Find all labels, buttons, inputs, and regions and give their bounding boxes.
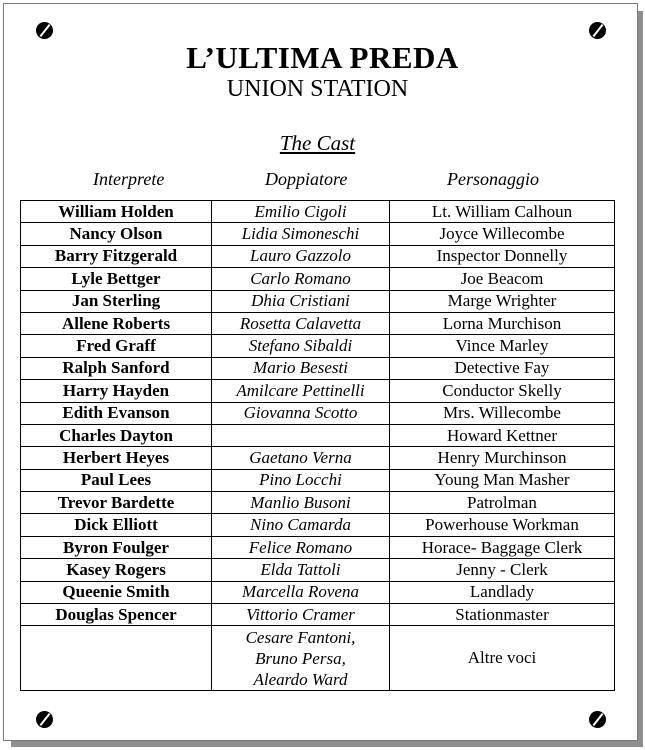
table-row-other-voices xyxy=(21,626,615,691)
table-row xyxy=(21,559,615,581)
dubber-name: Manlio Busoni xyxy=(212,492,390,514)
actor-name: Nancy Olson xyxy=(21,223,212,245)
actor-name: Barry Fitzgerald xyxy=(21,245,212,267)
dubber-name: Mario Besesti xyxy=(212,357,390,379)
column-header-actor: Interprete xyxy=(93,169,165,189)
actor-name xyxy=(21,626,212,691)
dubber-name: Amilcare Pettinelli xyxy=(212,380,390,402)
screw-bottom-left-icon xyxy=(36,711,53,728)
column-header-dubber: Doppiatore xyxy=(265,169,348,189)
dubber-name: Gaetano Verna xyxy=(212,447,390,469)
dubber-name: Marcella Rovena xyxy=(212,581,390,603)
table-row xyxy=(21,312,615,334)
screw-top-right-icon xyxy=(589,22,606,39)
character-name: Lt. William Calhoun xyxy=(390,201,615,223)
character-name: Mrs. Willecombe xyxy=(390,402,615,424)
table-row xyxy=(21,380,615,402)
actor-name: Queenie Smith xyxy=(21,581,212,603)
character-name: Lorna Murchison xyxy=(390,312,615,334)
actor-name: Dick Elliott xyxy=(21,514,212,536)
table-row xyxy=(21,268,615,290)
character-name: Altre voci xyxy=(390,626,615,691)
table-row xyxy=(21,514,615,536)
actor-name: Ralph Sanford xyxy=(21,357,212,379)
dubber-name: Rosetta Calavetta xyxy=(212,312,390,334)
table-row xyxy=(21,357,615,379)
dubber-name-line: Cesare Fantoni, xyxy=(245,627,356,647)
dubber-name: Carlo Romano xyxy=(212,268,390,290)
table-row xyxy=(21,290,615,312)
dubber-name: Lauro Gazzolo xyxy=(212,245,390,267)
character-name: Landlady xyxy=(390,581,615,603)
table-row xyxy=(21,245,615,267)
dubber-name: Pino Locchi xyxy=(212,469,390,491)
actor-name: Douglas Spencer xyxy=(21,604,212,626)
dubber-name: Felice Romano xyxy=(212,536,390,558)
actor-name: Edith Evanson xyxy=(21,402,212,424)
character-name: Conductor Skelly xyxy=(390,380,615,402)
actor-name: Charles Dayton xyxy=(21,424,212,446)
actor-name: Byron Foulger xyxy=(21,536,212,558)
actor-name: Lyle Bettger xyxy=(21,268,212,290)
cast-table xyxy=(20,200,615,691)
dubber-name: Giovanna Scotto xyxy=(212,402,390,424)
column-header-role: Personaggio xyxy=(447,169,539,189)
character-name: Horace- Baggage Clerk xyxy=(390,536,615,558)
table-row xyxy=(21,536,615,558)
table-row xyxy=(21,335,615,357)
character-name: Vince Marley xyxy=(390,335,615,357)
character-name: Inspector Donnelly xyxy=(390,245,615,267)
table-row xyxy=(21,604,615,626)
actor-name: Kasey Rogers xyxy=(21,559,212,581)
actor-name: Jan Sterling xyxy=(21,290,212,312)
table-row xyxy=(21,581,615,603)
dubber-name: Emilio Cigoli xyxy=(212,201,390,223)
table-row xyxy=(21,402,615,424)
table-row xyxy=(21,447,615,469)
character-name: Patrolman xyxy=(390,492,615,514)
character-name: Detective Fay xyxy=(390,357,615,379)
dubber-name: Dhia Cristiani xyxy=(212,290,390,312)
character-name: Joe Beacom xyxy=(390,268,615,290)
actor-name: Herbert Heyes xyxy=(21,447,212,469)
table-row xyxy=(21,469,615,491)
film-original-title: UNION STATION xyxy=(226,76,409,102)
dubber-name: Stefano Sibaldi xyxy=(212,335,390,357)
character-name: Joyce Willecombe xyxy=(390,223,615,245)
dubber-name xyxy=(212,424,390,446)
table-row xyxy=(21,492,615,514)
actor-name: Fred Graff xyxy=(21,335,212,357)
actor-name: Paul Lees xyxy=(21,469,212,491)
dubber-name: Nino Camarda xyxy=(212,514,390,536)
actor-name: Allene Roberts xyxy=(21,312,212,334)
actor-name: Trevor Bardette xyxy=(21,492,212,514)
screw-bottom-right-icon xyxy=(589,711,606,728)
dubber-name: Elda Tattoli xyxy=(212,559,390,581)
character-name: Powerhouse Workman xyxy=(390,514,615,536)
character-name: Henry Murchinson xyxy=(390,447,615,469)
actor-name: Harry Hayden xyxy=(21,380,212,402)
dubber-name-line: Bruno Persa, xyxy=(255,648,346,668)
dubber-name: Lidia Simoneschi xyxy=(212,223,390,245)
dubber-name: Vittorio Cramer xyxy=(212,604,390,626)
cast-heading: The Cast xyxy=(279,131,356,155)
dubber-name-line: Aleardo Ward xyxy=(253,669,348,689)
actor-name: William Holden xyxy=(21,201,212,223)
character-name: Young Man Masher xyxy=(390,469,615,491)
screw-top-left-icon xyxy=(36,22,53,39)
table-row xyxy=(21,201,615,223)
dubber-names xyxy=(212,626,390,691)
table-row xyxy=(21,223,615,245)
table-row xyxy=(21,424,615,446)
character-name: Jenny - Clerk xyxy=(390,559,615,581)
character-name: Howard Kettner xyxy=(390,424,615,446)
character-name: Marge Wrighter xyxy=(390,290,615,312)
character-name: Stationmaster xyxy=(390,604,615,626)
film-title: L’ULTIMA PREDA xyxy=(186,40,459,75)
cast-table-body xyxy=(21,201,615,691)
